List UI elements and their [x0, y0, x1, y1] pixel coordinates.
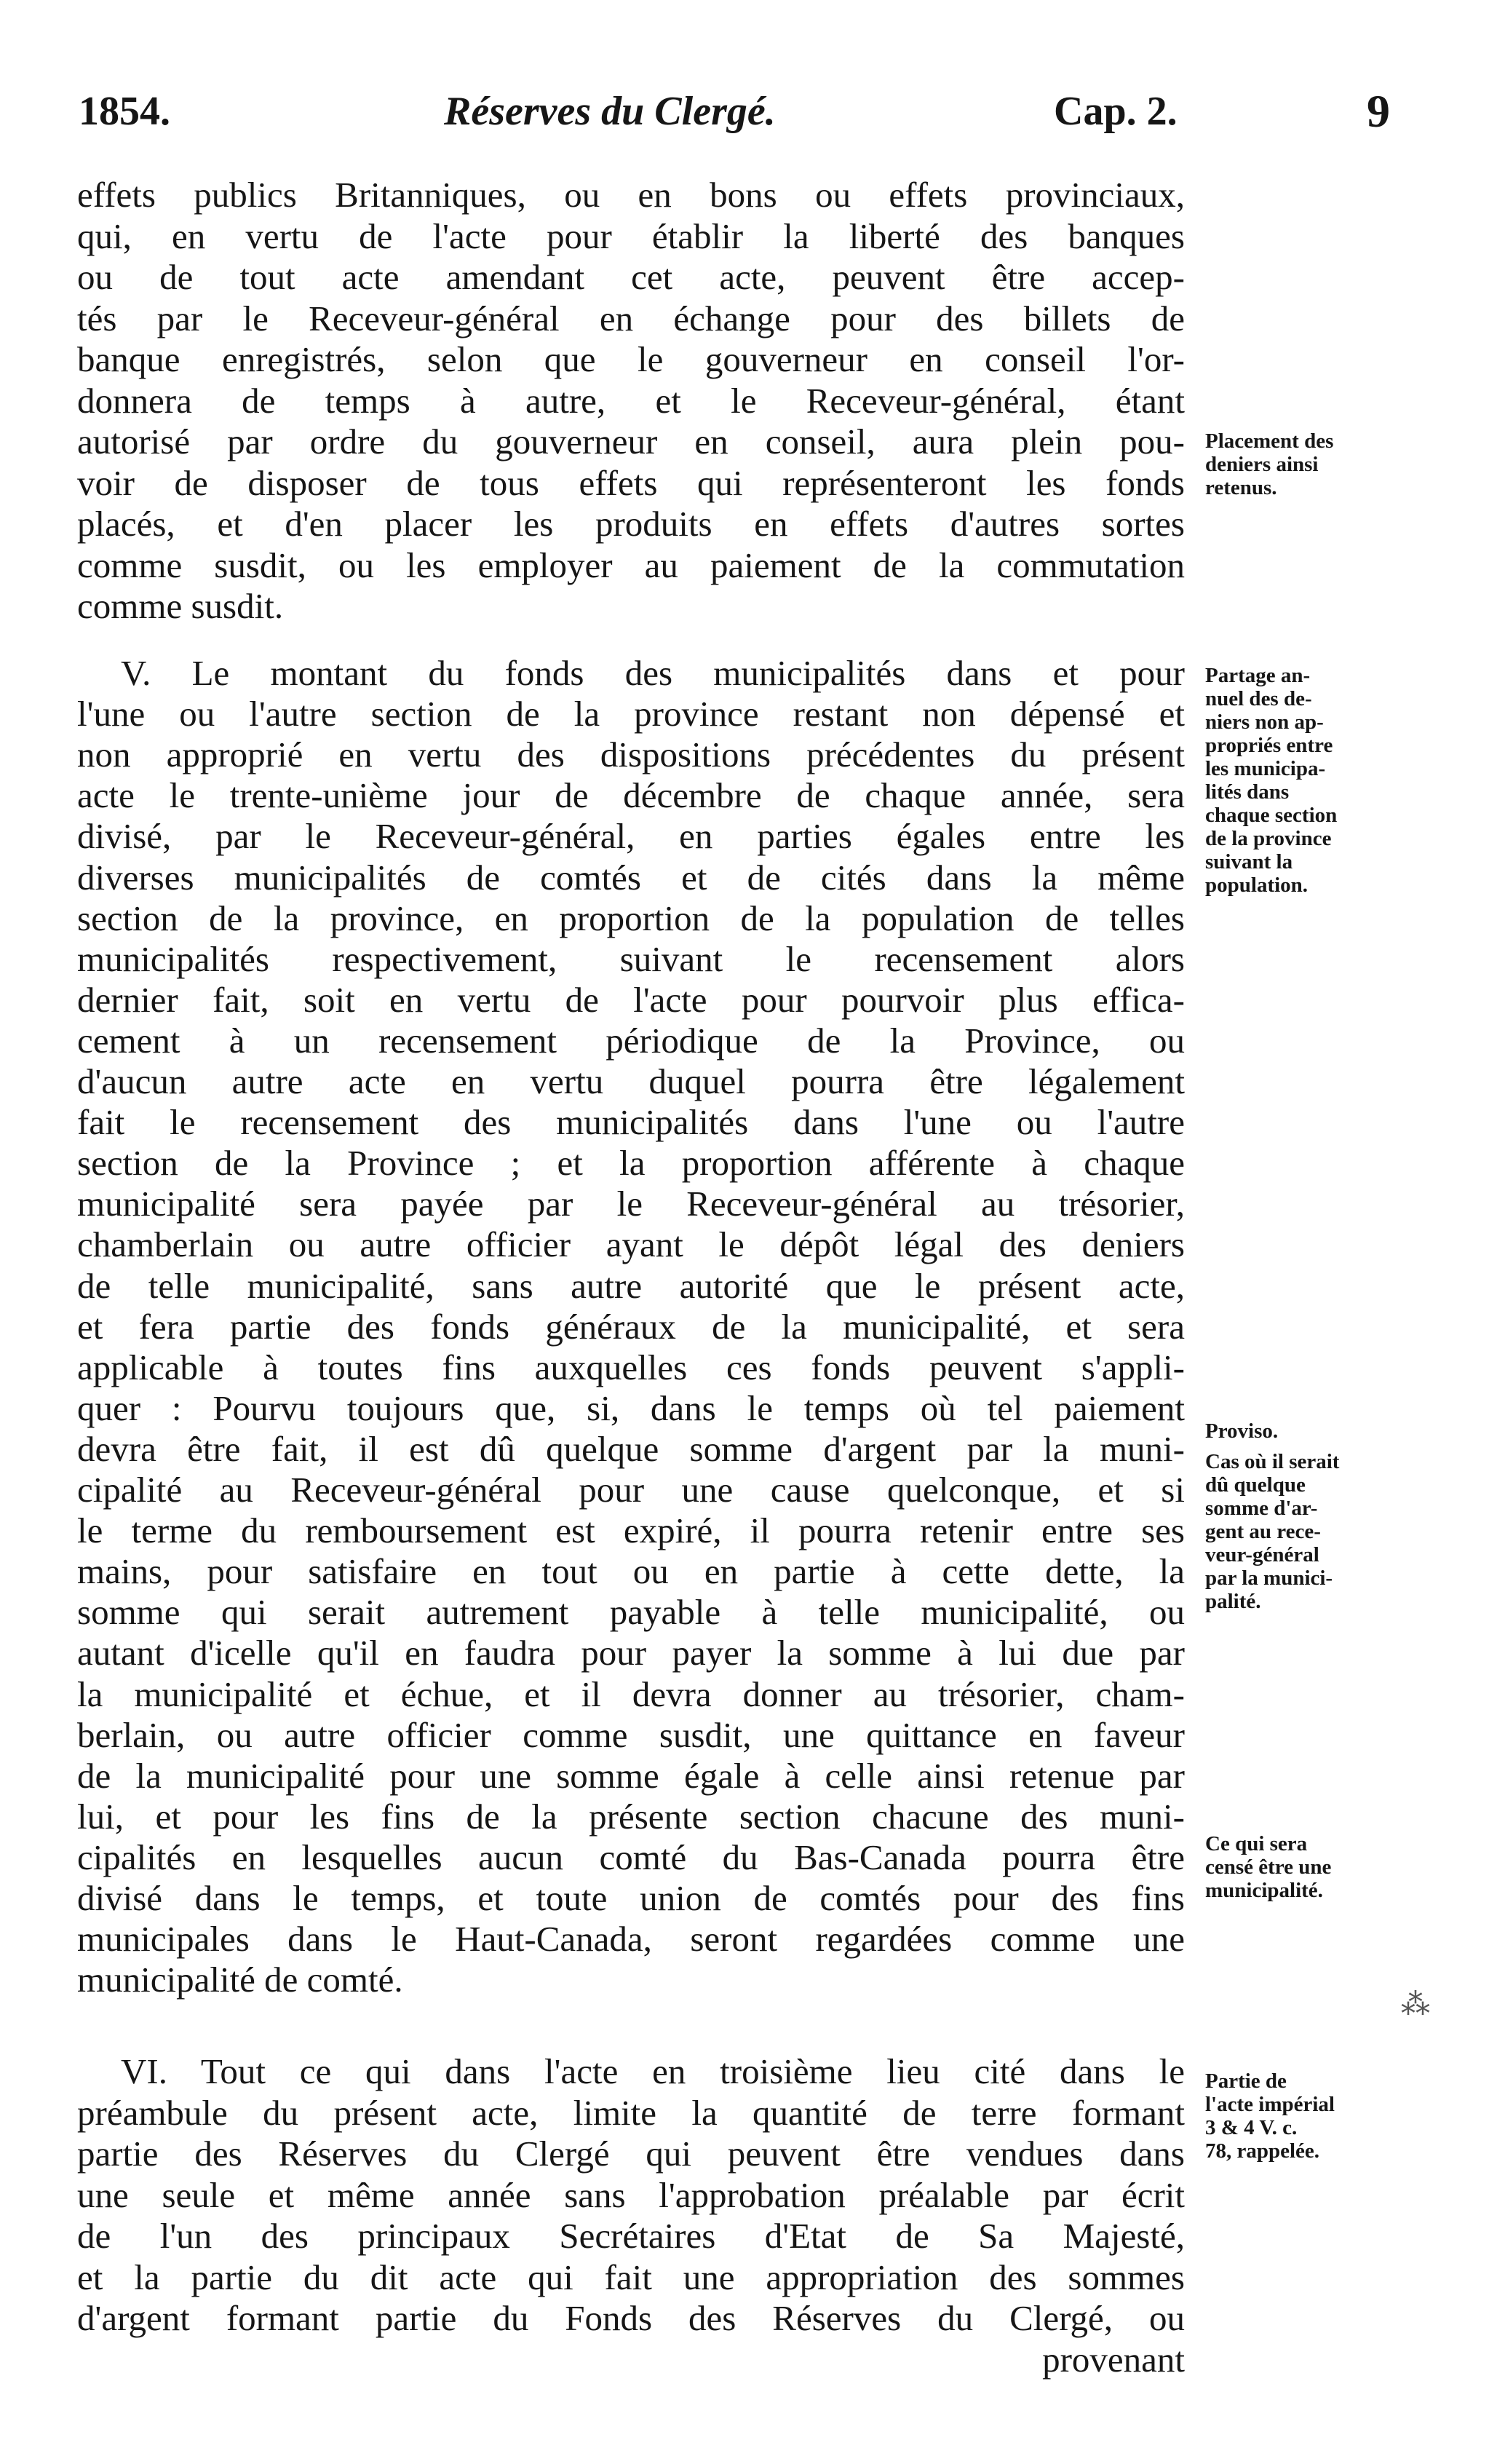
body-line: V. Le montant du fonds des municipalités dans et pour — [121, 653, 1185, 693]
body-line: VI. Tout ce qui dans l'acte en troisième lieu cité dans le — [121, 2051, 1185, 2091]
body-line: de l'un des principaux Secrétaires d'Etat de Sa Majesté, — [77, 2216, 1185, 2256]
margin-note-line: chaque section — [1205, 804, 1338, 827]
body-line: municipales dans le Haut-Canada, seront regardées comme une — [77, 1919, 1185, 1960]
margin-note-line: retenus. — [1205, 476, 1277, 499]
body-line: autant d'icelle qu'il en faudra pour payer la somme à lui due par — [77, 1633, 1185, 1673]
margin-note-line: deniers ainsi — [1205, 453, 1319, 476]
body-line: comme susdit. — [77, 586, 284, 626]
body-line: municipalité de comté. — [77, 1960, 403, 2000]
page-number: 9 — [1367, 85, 1390, 137]
margin-note-line: 78, rappelée. — [1205, 2139, 1320, 2163]
body-line: l'une ou l'autre section de la province restant non dépensé et — [77, 694, 1185, 734]
body-line: cement à un recensement périodique de la Province, ou — [77, 1020, 1185, 1061]
body-line: cipalités en lesquelles aucun comté du Bas-Canada pourra être — [77, 1837, 1185, 1877]
body-line: diverses municipalités de comtés et de cités dans la même — [77, 857, 1185, 898]
margin-note-line: Placement des — [1205, 429, 1334, 453]
margin-note-line: palité. — [1205, 1590, 1261, 1613]
body-line: section de la province, en proportion de la population de telles — [77, 898, 1185, 938]
margin-note-line: municipalité. — [1205, 1879, 1323, 1902]
body-line: section de la Province ; et la proportion afférente à chaque — [77, 1143, 1185, 1184]
body-line: quer : Pourvu toujours que, si, dans le temps où tel paiement — [77, 1387, 1185, 1428]
margin-note-line: 3 & 4 V. c. — [1205, 2116, 1298, 2139]
body-line: et fera partie des fonds généraux de la municipalité, et sera — [77, 1306, 1185, 1347]
body-line: préambule du présent acte, limite la quantité de terre formant — [77, 2092, 1185, 2133]
margin-note-line: Partage an- — [1205, 664, 1311, 687]
margin-note-line: les municipa- — [1205, 757, 1326, 780]
margin-note-line: gent au rece- — [1205, 1520, 1321, 1543]
body-line: devra être fait, il est dû quelque somme d'argent par la muni- — [77, 1428, 1185, 1469]
body-line: d'argent formant partie du Fonds des Réserves du Clergé, ou — [77, 2298, 1185, 2338]
body-line: une seule et même année sans l'approbation préalable par écrit — [77, 2174, 1185, 2215]
margin-note-line: propriés entre — [1205, 734, 1333, 757]
margin-note-line: par la munici- — [1205, 1566, 1333, 1590]
margin-note-line: l'acte impérial — [1205, 2093, 1335, 2116]
body-line: somme qui serait autrement payable à telle municipalité, ou — [77, 1592, 1185, 1633]
body-line: voir de disposer de tous effets qui représenteront les fonds — [77, 462, 1185, 503]
body-line: effets publics Britanniques, ou en bons ou effets provinciaux, — [77, 175, 1185, 215]
margin-note-line: niers non ap- — [1205, 710, 1324, 734]
body-line: non approprié en vertu des dispositions précédentes du présent — [77, 734, 1185, 775]
body-line: acte le trente-unième jour de décembre de chaque année, sera — [77, 775, 1185, 816]
body-line: provenant — [1042, 2339, 1185, 2380]
body-line: et la partie du dit acte qui fait une appropriation des sommes — [77, 2257, 1185, 2297]
margin-note-line: Partie de — [1205, 2069, 1287, 2093]
body-line: ou de tout acte amendant cet acte, peuvent être accep- — [77, 257, 1185, 297]
body-line: de la municipalité pour une somme égale à celle ainsi retenue par — [77, 1755, 1185, 1796]
body-line: donnera de temps à autre, et le Receveur-général, étant — [77, 380, 1185, 421]
body-line: placés, et d'en placer les produits en effets d'autres sortes — [77, 504, 1185, 544]
body-line: municipalité sera payée par le Receveur-général au trésorier, — [77, 1184, 1185, 1224]
body-line: cipalité au Receveur-général pour une cause quelconque, et si — [77, 1470, 1185, 1510]
margin-note-line: lités dans — [1205, 780, 1290, 804]
margin-note-line: Proviso. — [1205, 1419, 1279, 1443]
header-title: Réserves du Clergé. — [444, 89, 776, 134]
margin-note-line: de la province — [1205, 827, 1332, 850]
margin-note-line: Ce qui sera — [1205, 1832, 1308, 1855]
body-line: divisé dans le temps, et toute union de comtés pour des fins — [77, 1878, 1185, 1918]
body-line: autorisé par ordre du gouverneur en conseil, aura plein pou- — [77, 421, 1185, 461]
margin-note-line: veur-général — [1205, 1543, 1319, 1566]
margin-note-line: nuel des de- — [1205, 687, 1312, 710]
header-year: 1854. — [79, 89, 170, 134]
body-line: divisé, par le Receveur-général, en parties égales entre les — [77, 816, 1185, 857]
body-line: fait le recensement des municipalités dans l'une ou l'autre — [77, 1102, 1185, 1143]
body-line: partie des Réserves du Clergé qui peuvent être vendues dans — [77, 2134, 1185, 2174]
body-line: qui, en vertu de l'acte pour établir la liberté des banques — [77, 215, 1185, 256]
body-line: mains, pour satisfaire en tout ou en partie à cette dette, la — [77, 1551, 1185, 1592]
body-line: le terme du remboursement est expiré, il pourra retenir entre ses — [77, 1510, 1185, 1551]
margin-note-line: Cas où il serait — [1205, 1450, 1340, 1473]
body-line: dernier fait, soit en vertu de l'acte pour pourvoir plus effica- — [77, 979, 1185, 1020]
body-line: banque enregistrés, selon que le gouverneur en conseil l'or- — [77, 339, 1185, 379]
margin-note-line: somme d'ar- — [1205, 1497, 1318, 1520]
margin-note-line: censé être une — [1205, 1855, 1332, 1879]
body-line: chamberlain ou autre officier ayant le dépôt légal des deniers — [77, 1224, 1185, 1265]
margin-note-line: population. — [1205, 874, 1309, 897]
body-line: berlain, ou autre officier comme susdit, une quittance en faveur — [77, 1714, 1185, 1755]
body-line: tés par le Receveur-général en échange pour des billets de — [77, 298, 1185, 338]
header-chapter: Cap. 2. — [1054, 89, 1178, 134]
body-line: lui, et pour les fins de la présente section chacune des muni- — [77, 1796, 1185, 1837]
body-line: comme susdit, ou les employer au paiement de la commutation — [77, 544, 1185, 585]
ink-mark: ⁂ — [1401, 1988, 1430, 2021]
body-line: de telle municipalité, sans autre autorité que le présent acte, — [77, 1265, 1185, 1306]
body-line: municipalités respectivement, suivant le recensement alors — [77, 938, 1185, 979]
margin-note-line: suivant la — [1205, 850, 1293, 874]
body-line: d'aucun autre acte en vertu duquel pourra être légalement — [77, 1061, 1185, 1101]
running-header — [0, 86, 1489, 137]
margin-note-line: dû quelque — [1205, 1473, 1306, 1497]
body-line: applicable à toutes fins auxquelles ces fonds peuvent s'appli- — [77, 1347, 1185, 1387]
body-line: la municipalité et échue, et il devra donner au trésorier, cham- — [77, 1673, 1185, 1714]
